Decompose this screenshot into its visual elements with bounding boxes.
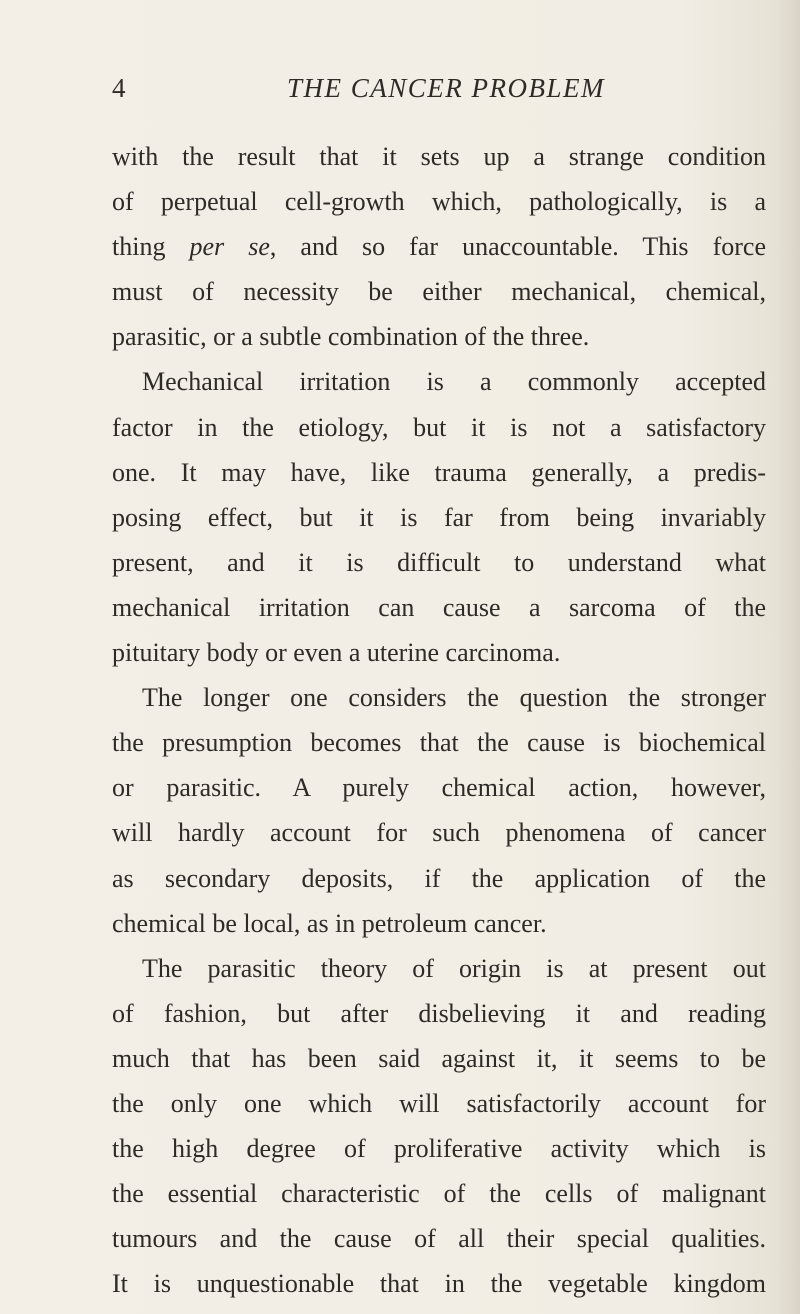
text-line: the high degree of proliferative activity which is (112, 1134, 766, 1164)
text-line: will hardly account for such phenomena of cancer (112, 818, 766, 848)
text-line: one. It may have, like trauma generally, a predis- (112, 457, 766, 487)
text-line: The longer one considers the question the stronger (142, 683, 766, 713)
text-line: posing effect, but it is far from being invariably (112, 502, 766, 532)
text-segment: , and so far unaccountable. This force (269, 232, 766, 262)
text-line: of perpetual cell-growth which, pathologically, is a (112, 187, 766, 217)
text-line: factor in the etiology, but it is not a satisfactory (112, 412, 766, 442)
text-line: the essential characteristic of the cells of malignant (112, 1179, 766, 1209)
text-line: the presumption becomes that the cause is biochemical (112, 728, 766, 758)
text-line: must of necessity be either mechanical, chemical, (112, 277, 766, 307)
page-header (112, 68, 672, 108)
text-line: much that has been said against it, it seems to be (112, 1043, 766, 1073)
text-line: Mechanical irritation is a commonly accepted (142, 367, 766, 397)
text-line: mechanical irritation can cause a sarcoma of the (112, 592, 766, 622)
text-line: the only one which will satisfactorily account for (112, 1088, 766, 1118)
text-line: The parasitic theory of origin is at present out (142, 953, 766, 983)
text-line (112, 224, 766, 269)
text-line: It is unquestionable that in the vegetable kingdom (112, 1269, 766, 1299)
text-line: parasitic, or a subtle combination of the three. (112, 322, 590, 352)
text-line: chemical be local, as in petroleum cancer. (112, 908, 547, 938)
running-head: THE CANCER PROBLEM (287, 73, 605, 103)
text-line: with the result that it sets up a strange condition (112, 142, 766, 171)
text-line: present, and it is difficult to understand what (112, 547, 766, 577)
page-number: 4 (112, 73, 126, 103)
text-line: or parasitic. A purely chemical action, however, (112, 773, 766, 803)
text-line: tumours and the cause of all their special qualities. (112, 1224, 766, 1254)
text-line: pituitary body or even a uterine carcinoma. (112, 638, 561, 668)
text-segment: thing (112, 232, 190, 262)
text-line: as secondary deposits, if the application of the (112, 863, 766, 893)
text-line: of fashion, but after disbelieving it and reading (112, 998, 766, 1028)
body-text (112, 134, 766, 1306)
italic-phrase: per se (189, 232, 270, 262)
